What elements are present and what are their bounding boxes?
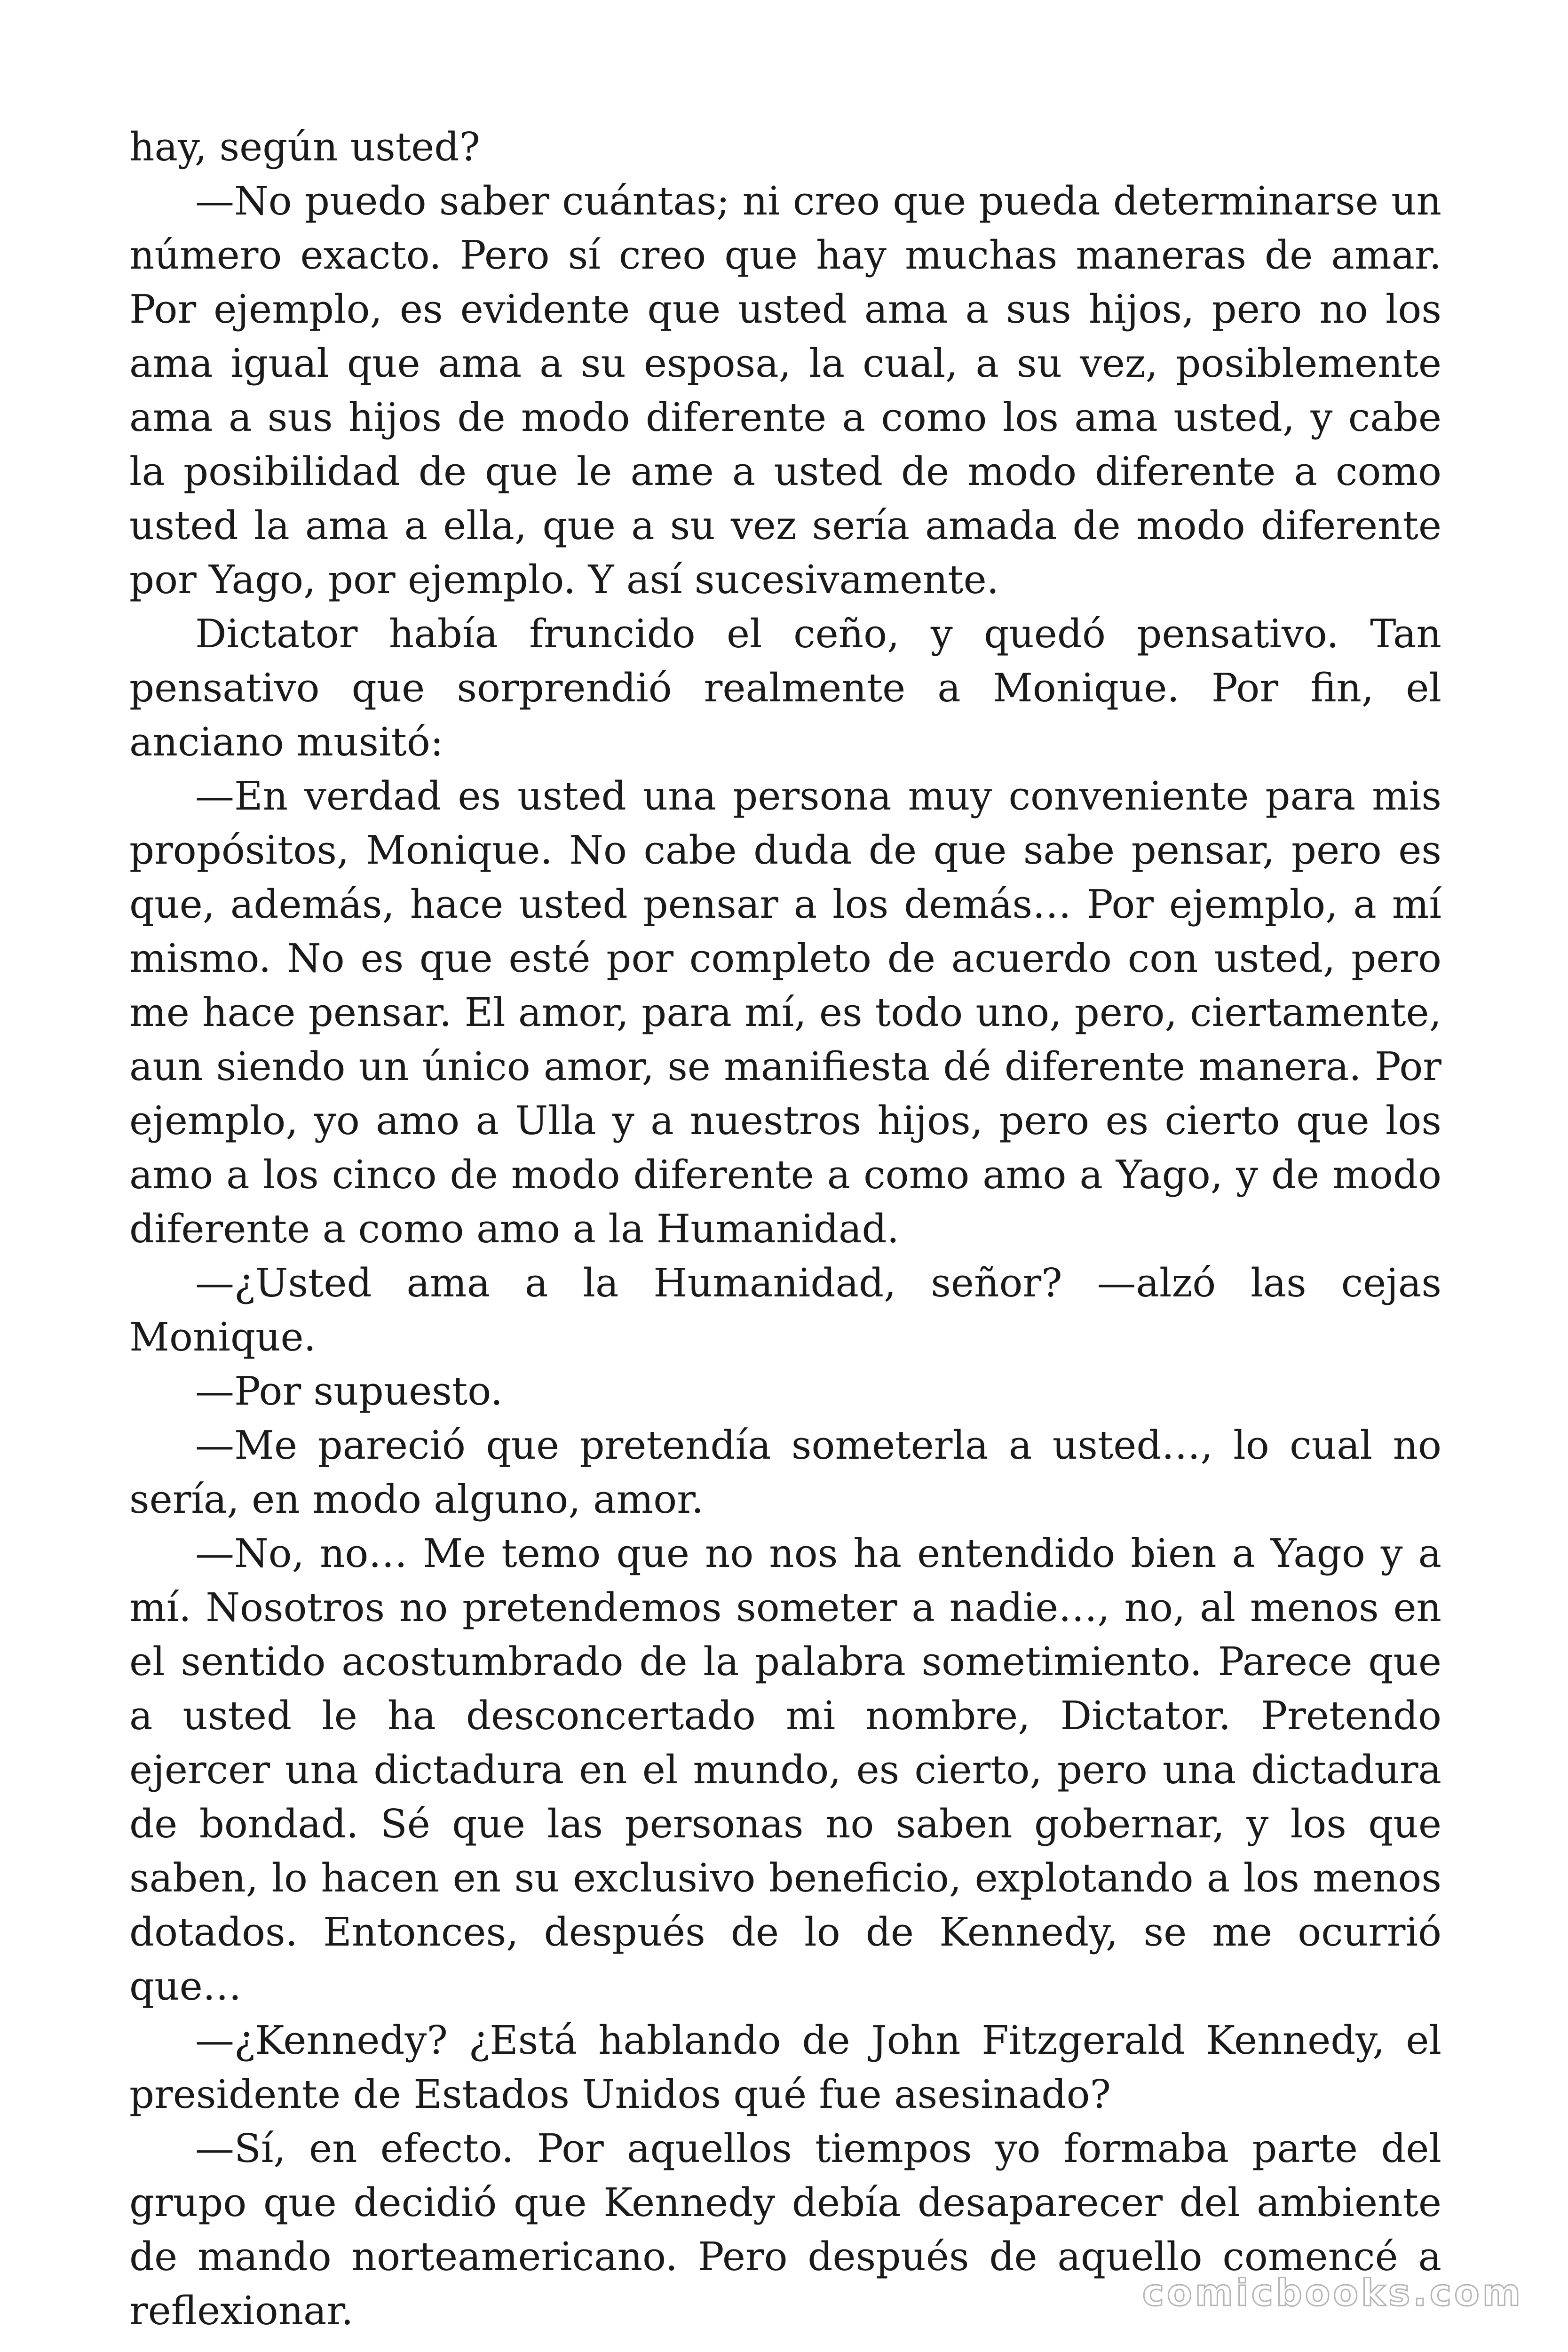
body-text [129, 120, 1441, 2338]
paragraph: Dictator había fruncido el ceño, y quedó pensativo. Tan pensativo que sorprendió realmente a Monique. Por fin, el anciano musitó: [129, 611, 1441, 765]
paragraph: —En verdad es usted una persona muy conveniente para mis propósitos, Monique. No cabe duda de que sabe pensar, pero es que, además, hace usted pensar a los demás… Por ejemplo, a mí mismo. No es que esté por completo de acuerdo con usted, pero me hace pensar. El amor, para mí, es todo uno, pero, ciertamente, aun siendo un único amor, se manifiesta dé diferente manera. Por ejemplo, yo amo a Ulla y a nuestros hijos, pero es cierto que los amo a los cinco de modo diferente a como amo a Yago, y de modo diferente a como amo a la Humanidad. [129, 773, 1441, 1252]
paragraph: —Me pareció que pretendía someterla a usted…, lo cual no sería, en modo alguno, amor. [129, 1422, 1441, 1522]
paragraph: —¿Kennedy? ¿Está hablando de John Fitzgerald Kennedy, el presidente de Estados Unidos qué fue asesinado? [129, 2018, 1441, 2117]
paragraph: —Por supuesto. [195, 1368, 503, 1414]
paragraph: —¿Usted ama a la Humanidad, señor? —alzó las cejas Monique. [129, 1260, 1441, 1360]
paragraph: —No, no… Me temo que no nos ha entendido bien a Yago y a mí. Nosotros no pretendemos someter a nadie…, no, al menos en el sentido acostumbrado de la palabra sometimiento. Parece que a usted le ha desconcertado mi nombre, Dictator. Pretendo ejercer una dictadura en el mundo, es cierto, pero una dictadura de bondad. Sé que las personas no saben gobernar, y los que saben, lo hacen en su exclusivo beneficio, explotando a los menos dotados. Entonces, después de lo de Kennedy, se me ocurrió que… [129, 1531, 1441, 2009]
paragraph: —No puedo saber cuántas; ni creo que pueda determinarse un número exacto. Pero sí creo que hay muchas maneras de amar. Por ejemplo, es evidente que usted ama a sus hijos, pero no los ama igual que ama a su esposa, la cual, a su vez, posiblemente ama a sus hijos de modo diferente a como los ama usted, y cabe la posibilidad de que le ame a usted de modo diferente a como usted la ama a ella, que a su vez sería amada de modo diferente por Yago, por ejemplo. Y así sucesivamente. [129, 178, 1441, 603]
paragraph: —Sí, en efecto. Por aquellos tiempos yo formaba parte del grupo que decidió que Kennedy debía desaparecer del ambiente de mando norteamericano. Pero después de aquello comencé a reflexionar. [129, 2126, 1441, 2334]
watermark-logo: comicbooks.com [1142, 2272, 1523, 2314]
paragraph-continuation: hay, según usted? [129, 124, 480, 170]
